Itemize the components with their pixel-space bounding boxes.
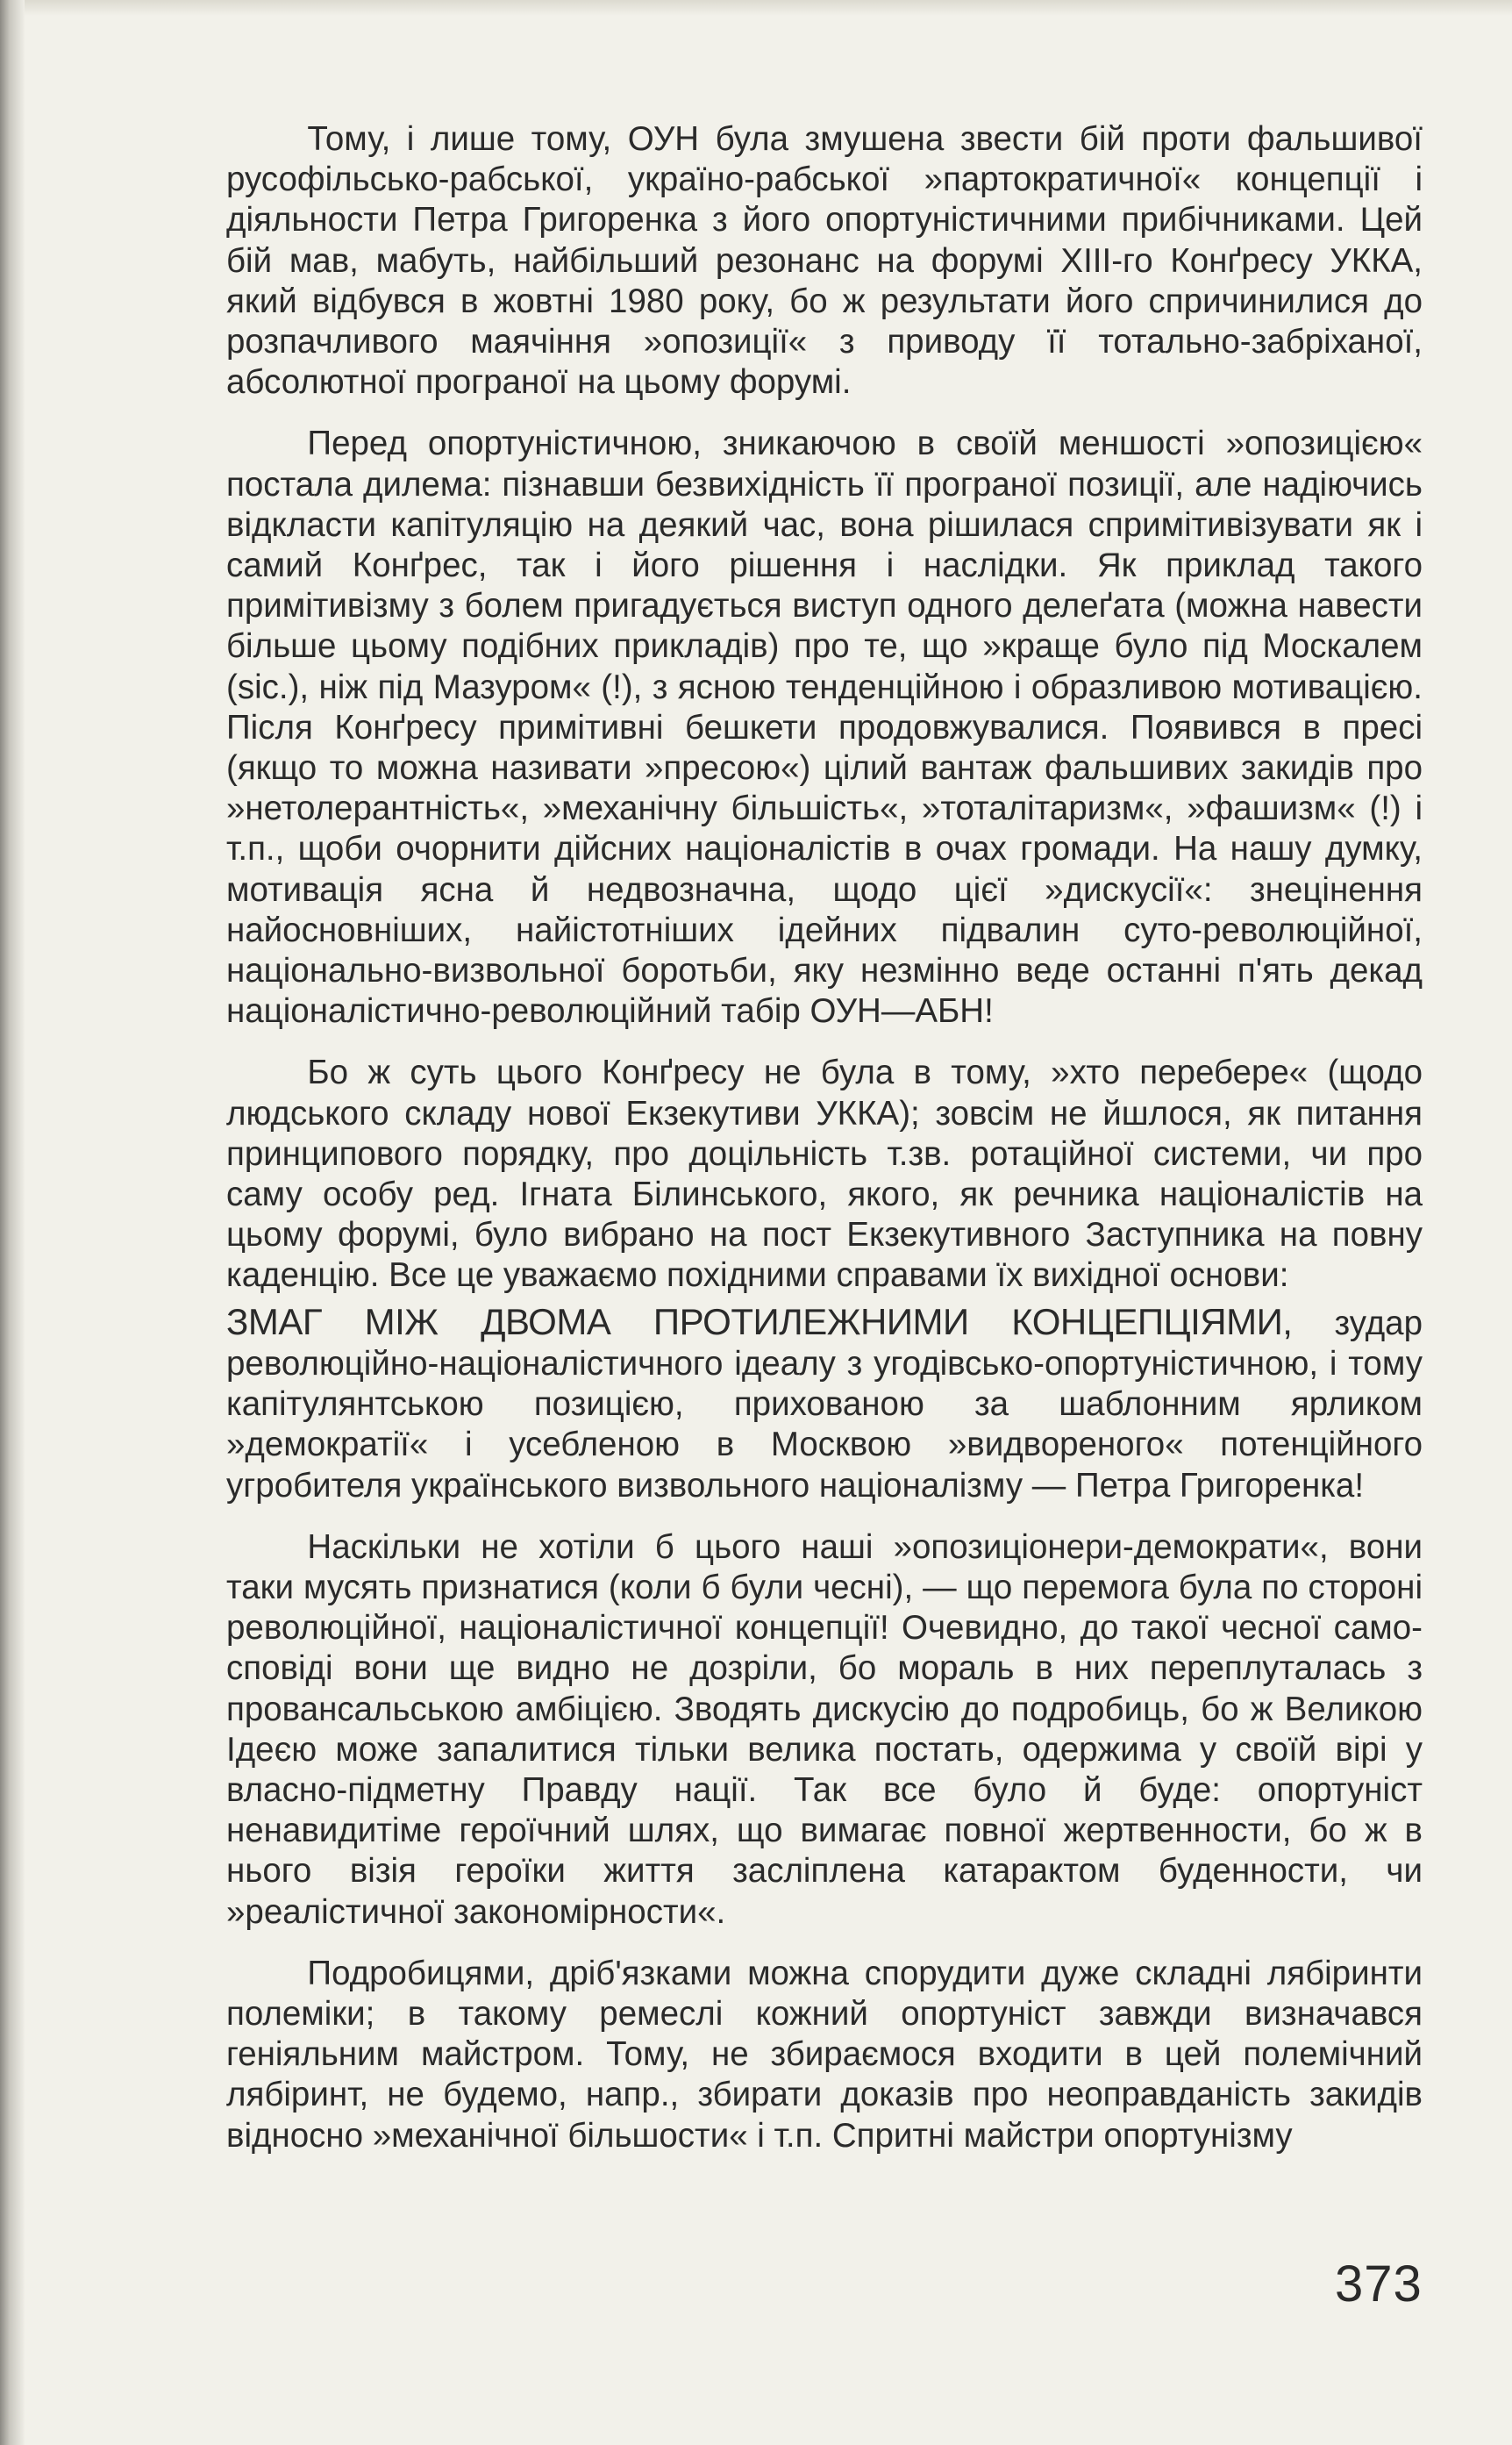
concept-text: зудар революційно-націоналістичного ідеалу з угодівсько-опортуністичною, і тому капітулянтською позицією, прихованою за шаблонним ярликом »демократії« і усебленою в Москвою »видвореного« потенційного угробителя українського визвольного націоналізму — Петра Григоренка! — [226, 1304, 1423, 1505]
paragraph-3: Бо ж суть цього Конґресу не була в тому, »хто перебере« (щодо людського складу нової Екзекутиви УККА); зовсім не йшлося, як питання принципового порядку, про доцільність т.зв. ротаційної системи, чи про саму особу ред. Ігната Білинського, якого, як речника націоналістів на цьому форумі, було вибрано на пост Екзекутивного Заступника на повну каденцію. Все це уважаємо похідними справами їх вихідної основи: — [226, 1054, 1423, 1295]
paragraph-2: Перед опортуністичною, зникаючою в своїй меншості »опозицією« постала дилема: пізнавши безвихідність її програної позиції, але надіючись відкласти капітуляцію на деякий час, вона рішилася спримітивізувати як і самий Конґрес, так і його рішення і наслідки. Як приклад такого примітивізму з болем пригадується виступ одного делеґата (можна навести більше цьому подібних прикладів) про те, що »краще було під Москалем (sic.), ніж під Мазуром« (!), з ясною тенденційною і образливою мотивацією. Після Конґресу примітивні бешкети продовжувалися. Появився в пресі (якщо то можна називати »пресою«) цілий вантаж фальшивих закидів про »нетолерантність«, »механічну більшість«, »тоталітаризм«, »фашизм« (!) і т.п., щоби очорнити дійсних націоналістів в очах громади. На нашу думку, мотивація ясна й недвозначна, щодо цієї »дискусії«: знецінення найосновніших, найістотніших ідейних підвалин суто-революційної, національно-визвольної боротьби, яку незмінно веде останні п'ять декад націоналістично-революційний табір ОУН—АБН! — [226, 425, 1423, 1031]
paragraph-concept — [226, 1302, 1423, 1506]
paragraph-4: Наскільки не хотіли б цього наші »опозиціонери-демократи«, вони таки мусять признатися (коли б були чесні), — що перемога була по стороні революційної, націоналістичної концепції! Очевидно, до такої чесної само-сповіді вони ще видно не дозріли, бо мораль в них переплуталась з провансальською амбіцією. Зводять дискусію до подробиць, бо ж Великою Ідеєю може запалитися тільки велика постать, одержима у своїй вірі у власно-підметну Правду нації. Так все було й буде: опортуніст ненавидитіме героїчний шлях, що вимагає повної жертвенности, бо ж в нього візія героїки життя засліплена катарактом буденности, чи »реалістичної закономірности«. — [226, 1527, 1423, 1931]
concept-heading: ЗМАГ МІЖ ДВОМА ПРОТИЛЕЖНИМИ КОНЦЕПЦІЯМИ, — [226, 1300, 1293, 1342]
page-binding-shadow — [0, 0, 25, 2445]
paragraph-5: Подробицями, дріб'язками можна спорудити дуже складні лябіринти полеміки; в такому ремеслі кожний опортуніст завжди визначався геніяльним майстром. Тому, не збираємося входити в цей полемічний лябіринт, не будемо, напр., збирати доказів про неоправданість закидів відносно »механічної більшости« і т.п. Спритні майстри опортунізму — [226, 1954, 1423, 2155]
page-top-edge — [0, 0, 1512, 16]
page-number: 373 — [1335, 2256, 1423, 2313]
paragraph-1: Тому, і лише тому, ОУН була змушена звести бій проти фальшивої русофільсько-рабської, україно-рабської »партократичної« концепції і діяльности Петра Григоренка з його опортуністичними прибічниками. Цей бій мав, мабуть, найбільший резонанс на форумі XIII-го Конґресу УККА, який відбувся в жовтні 1980 року, бо ж результати його спричинилися до розпачливого маячіння »опозиції« з приводу її тотально-забріханої, абсолютної програної на цьому форумі. — [226, 120, 1423, 402]
body-text — [226, 119, 1423, 2156]
